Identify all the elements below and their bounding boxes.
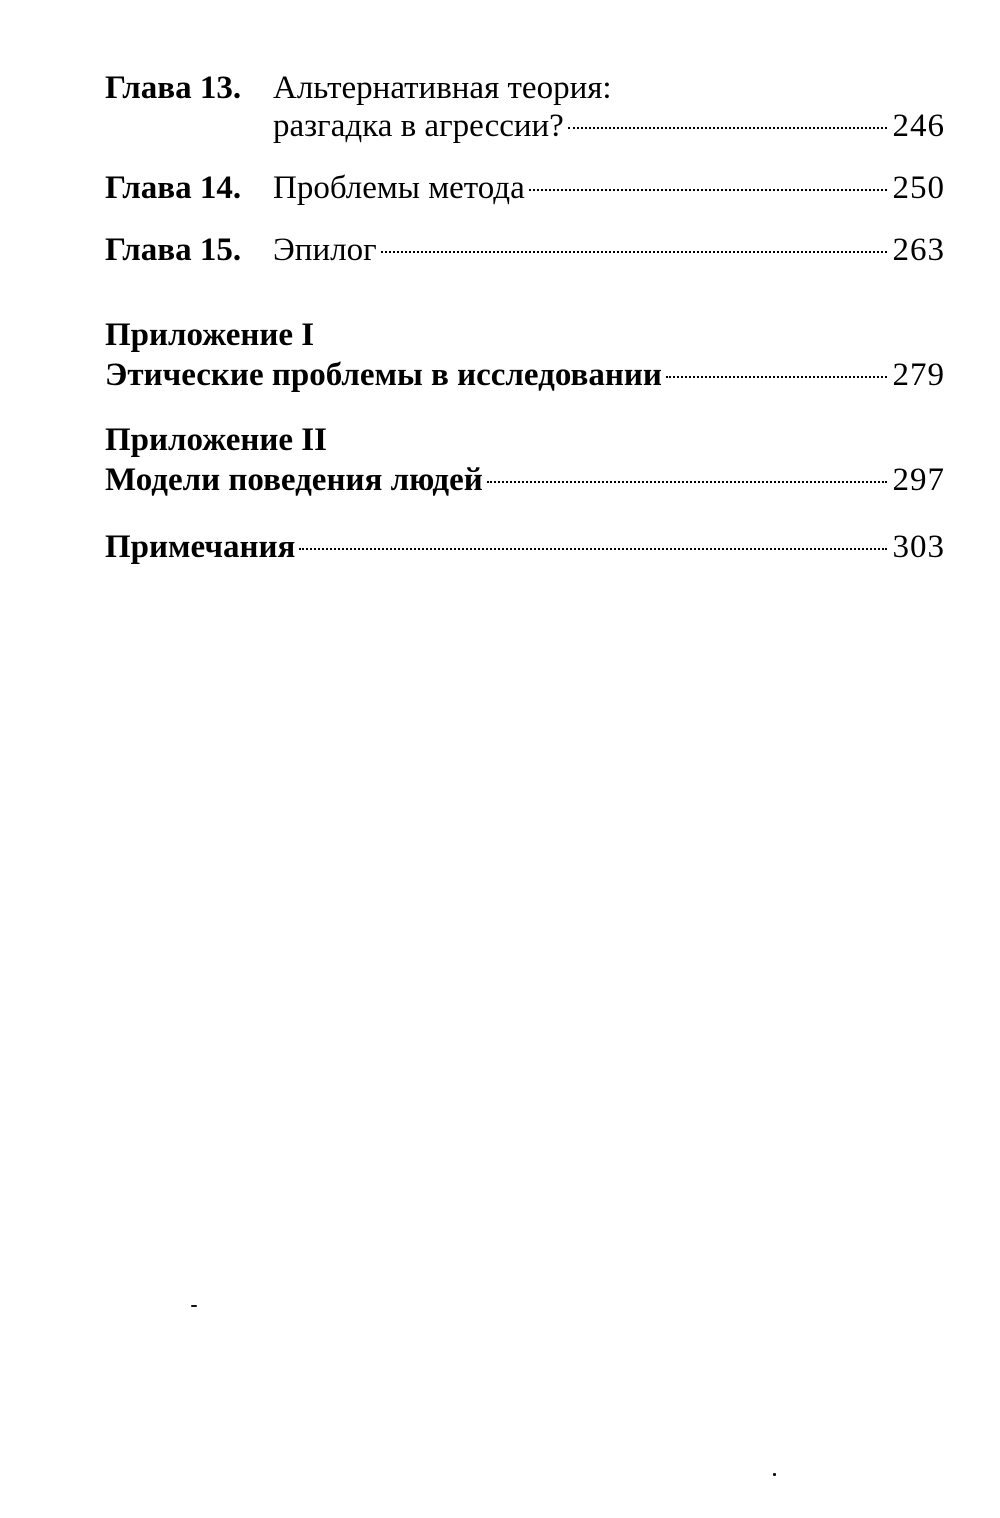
chapter-title: Альтернативная теория: (273, 70, 612, 106)
dot-leader (568, 127, 887, 129)
dot-leader (666, 376, 887, 378)
dot-leader (381, 251, 887, 253)
dot-leader (487, 481, 887, 483)
page-number: 250 (892, 170, 945, 206)
toc-entry-appendix-1-title[interactable] (105, 355, 945, 395)
notes-title: Примечания (105, 529, 296, 565)
chapter-label: Глава 14. (105, 170, 242, 206)
page-number: 246 (892, 108, 945, 144)
toc-entry-appendix-1-label[interactable] (105, 315, 945, 355)
chapter-title-continued: разгадка в агрессии? (273, 108, 564, 144)
appendix-title: Модели поведения людей (105, 462, 483, 498)
toc-entry-notes[interactable] (105, 527, 945, 567)
page-number: 279 (892, 357, 945, 393)
chapter-title: Проблемы метода (273, 170, 525, 206)
chapter-label: Глава 15. (105, 232, 242, 268)
print-speck (191, 1305, 197, 1307)
print-speck (773, 1473, 776, 1476)
toc-entry-appendix-2-label[interactable] (105, 420, 945, 460)
toc-entry-chapter-14[interactable] (105, 168, 945, 208)
chapter-title: Эпилог (273, 232, 377, 268)
toc-entry-chapter-13-line-2[interactable] (105, 106, 945, 146)
appendix-title: Этические проблемы в исследовании (105, 357, 662, 393)
toc-entry-chapter-15[interactable] (105, 230, 945, 270)
page-number: 303 (892, 529, 945, 565)
page-number: 297 (892, 462, 945, 498)
toc-entry-appendix-2-title[interactable] (105, 460, 945, 500)
dot-leader (299, 548, 886, 550)
dot-leader (529, 189, 887, 191)
page-number: 263 (892, 232, 945, 268)
toc-entry-chapter-13-line-1[interactable] (105, 68, 945, 108)
appendix-label: Приложение II (105, 422, 327, 458)
chapter-label: Глава 13. (105, 70, 242, 106)
appendix-label: Приложение I (105, 317, 315, 353)
